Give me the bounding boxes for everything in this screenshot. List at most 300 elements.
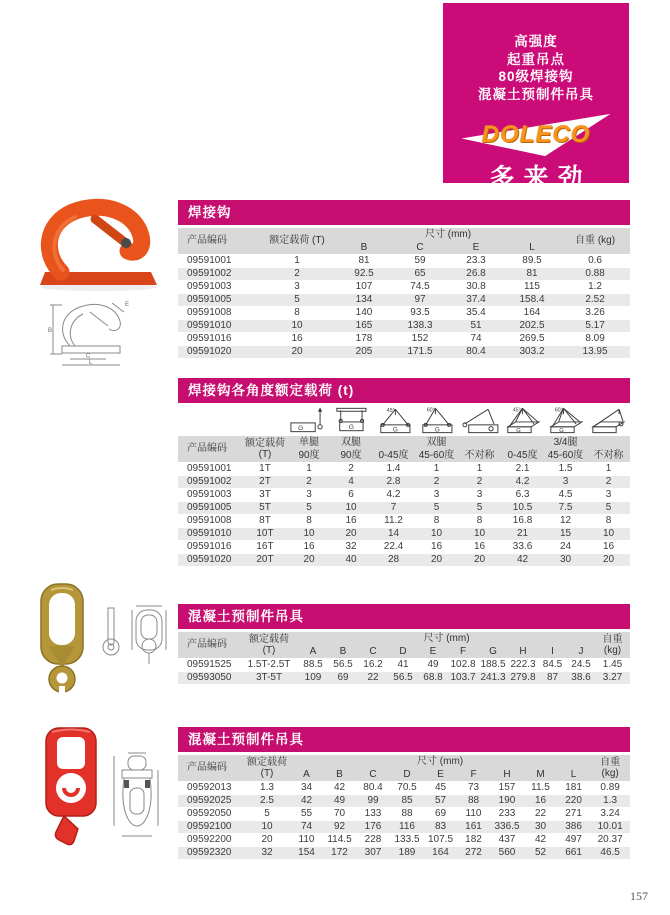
table-row	[178, 846, 630, 859]
load-label: G	[392, 426, 398, 434]
table-cell: 16	[330, 514, 372, 527]
table-cell: 99	[356, 794, 390, 807]
table-cell: 202.5	[504, 319, 560, 332]
table-cell: 13.95	[560, 345, 630, 358]
col-header-code: 产品编码	[178, 228, 258, 254]
table-cell: 24	[544, 540, 587, 553]
table-cell: 110	[290, 833, 323, 846]
table-cell: 164	[424, 846, 457, 859]
col-header-load	[242, 436, 288, 462]
table-cell: 6.3	[501, 488, 544, 501]
table-cell: 165	[336, 319, 392, 332]
table-cell: 2	[587, 475, 630, 488]
table-cell: 2	[258, 267, 336, 280]
table-cell: 8	[587, 514, 630, 527]
table-cell: 09591010	[178, 319, 258, 332]
table-cell: 1	[258, 254, 336, 267]
col-header-angle: 0-45度	[372, 449, 415, 462]
table-cell: 303.2	[504, 345, 560, 358]
col-header-dim: E	[424, 768, 457, 781]
table-cell: 2.52	[560, 293, 630, 306]
table-cell: 92.5	[336, 267, 392, 280]
table-row	[178, 501, 630, 514]
table-cell: 5	[288, 501, 330, 514]
table-cell: 133.5	[390, 833, 424, 846]
table-cell: 20T	[242, 553, 288, 566]
table-cell: 437	[490, 833, 524, 846]
table-cell: 11.2	[372, 514, 415, 527]
table-cell: 1	[587, 462, 630, 475]
table-cell: 133	[356, 807, 390, 820]
table-cell: 40	[330, 553, 372, 566]
table-cell: 32	[330, 540, 372, 553]
table-cell: 33.6	[501, 540, 544, 553]
table-cell: 8	[258, 306, 336, 319]
table-cell: 74.5	[392, 280, 448, 293]
col-header-angle: 45-60度	[544, 449, 587, 462]
table-cell: 115	[504, 280, 560, 293]
table-cell: 70.5	[390, 781, 424, 794]
section-title: 焊接钩各角度额定载荷 (t)	[178, 378, 630, 403]
table-cell: 38.6	[567, 671, 595, 684]
dim-label: L	[89, 360, 93, 366]
table-cell: 1.4	[372, 462, 415, 475]
section-welding-hook-angles	[178, 378, 630, 567]
table-cell: 158.4	[504, 293, 560, 306]
table-cell: 2.5	[244, 794, 290, 807]
logo-text: DOLECO	[481, 121, 591, 148]
angle-label: 60°	[554, 407, 563, 414]
table-cell: 69	[328, 671, 358, 684]
table-row	[178, 319, 630, 332]
col-group-dimensions: 尺寸 (mm)	[290, 755, 590, 768]
table-row	[178, 794, 630, 807]
table-cell: 20	[288, 553, 330, 566]
table-row	[178, 514, 630, 527]
table-cell: 269.5	[504, 332, 560, 345]
weight-line2: (kg)	[601, 768, 619, 779]
table-cell: 5T	[242, 501, 288, 514]
table-cell: 46.5	[590, 846, 630, 859]
table-cell: 30	[524, 820, 557, 833]
table-cell: 52	[524, 846, 557, 859]
table-cell: 10	[288, 527, 330, 540]
table-cell: 271	[557, 807, 590, 820]
col-header-code: 产品编码	[178, 436, 242, 462]
col-header-dim: J	[567, 645, 595, 658]
col-header-angle: 不对称	[458, 449, 501, 462]
table-cell: 20	[415, 553, 458, 566]
concrete-clutch-red-photo	[42, 726, 100, 848]
col-header-dim: B	[336, 241, 392, 254]
welding-hook-drawing	[48, 296, 136, 368]
table-cell: 42	[524, 833, 557, 846]
diagram-double-leg-45-icon	[374, 405, 417, 435]
table-cell: 09591005	[178, 293, 258, 306]
table-cell: 16.2	[358, 658, 388, 671]
table-cell: 5	[587, 501, 630, 514]
weight-line2: (kg)	[603, 645, 622, 656]
table-cell: 69	[424, 807, 457, 820]
col-header-code: 产品编码	[178, 632, 240, 658]
table-cell: 09591016	[178, 540, 242, 553]
table-cell: 30.8	[448, 280, 504, 293]
table-cell: 10	[587, 527, 630, 540]
table-cell: 42	[501, 553, 544, 566]
table-row	[178, 540, 630, 553]
table-cell: 2	[415, 475, 458, 488]
load-line1: 额定载荷	[247, 756, 287, 768]
angle-load-table	[178, 436, 630, 567]
load-label: G	[297, 425, 304, 433]
table-cell: 09591002	[178, 267, 258, 280]
diagram-quad-asymmetric-icon	[587, 405, 630, 435]
table-cell: 57	[424, 794, 457, 807]
col-header-angle: 不对称	[587, 449, 630, 462]
diagram-single-leg-90-icon	[288, 405, 331, 435]
table-cell: 10	[244, 820, 290, 833]
table-row	[178, 671, 630, 684]
table-cell: 176	[356, 820, 390, 833]
table-row	[178, 332, 630, 345]
table-cell: 386	[557, 820, 590, 833]
table-cell: 30	[544, 553, 587, 566]
table-cell: 116	[390, 820, 424, 833]
dim-label: E	[125, 302, 130, 308]
col-header-dim: A	[298, 645, 328, 658]
load-line2: (T)	[260, 768, 274, 779]
col-group-double-leg-90: 双腿	[330, 436, 372, 449]
table-cell: 3.26	[560, 306, 630, 319]
table-cell: 16	[587, 540, 630, 553]
table-row	[178, 553, 630, 566]
table-cell: 49	[418, 658, 448, 671]
page-number: 157	[630, 889, 648, 903]
table-row	[178, 345, 630, 358]
table-cell: 10	[415, 527, 458, 540]
table-cell: 09593050	[178, 671, 240, 684]
weight-line1: 自重	[602, 633, 623, 645]
table-cell: 182	[457, 833, 490, 846]
table-cell: 09591003	[178, 488, 242, 501]
table-cell: 8	[415, 514, 458, 527]
col-header-dim: G	[478, 645, 508, 658]
table-row	[178, 280, 630, 293]
table-row	[178, 462, 630, 475]
table-cell: 35.4	[448, 306, 504, 319]
table-cell: 89.5	[504, 254, 560, 267]
table-row	[178, 254, 630, 267]
table-cell: 16.8	[501, 514, 544, 527]
table-cell: 26.8	[448, 267, 504, 280]
col-header-angle: 90度	[330, 449, 372, 462]
table-cell: 20	[244, 833, 290, 846]
col-header-dim: H	[508, 645, 538, 658]
col-header-dim: E	[418, 645, 448, 658]
concrete-clutch-gold-drawing	[96, 602, 174, 674]
col-header-dim: D	[388, 645, 418, 658]
table-cell: 10	[258, 319, 336, 332]
table-cell: 22.4	[372, 540, 415, 553]
col-group-single-leg: 单腿	[288, 436, 330, 449]
table-cell: 5	[415, 501, 458, 514]
table-cell: 5	[258, 293, 336, 306]
col-header-dim: L	[504, 241, 560, 254]
table-cell: 70	[323, 807, 356, 820]
brand-slogan: 多来劲	[489, 164, 592, 192]
table-cell: 09591005	[178, 501, 242, 514]
col-header-load: 额定载荷 (T)	[258, 228, 336, 254]
table-cell: 45	[424, 781, 457, 794]
table-cell: 83	[424, 820, 457, 833]
table-cell: 28	[372, 553, 415, 566]
table-cell: 09591008	[178, 306, 258, 319]
table-cell: 41	[388, 658, 418, 671]
table-cell: 272	[457, 846, 490, 859]
table-cell: 2.8	[372, 475, 415, 488]
table-cell: 279.8	[508, 671, 538, 684]
table-cell: 188.5	[478, 658, 508, 671]
col-header-dim: B	[328, 645, 358, 658]
table-cell: 1.2	[560, 280, 630, 293]
table-cell: 59	[392, 254, 448, 267]
section-title: 混凝土预制件吊具	[178, 604, 630, 629]
table-cell: 157	[490, 781, 524, 794]
rigging-diagrams	[288, 403, 630, 435]
table-cell: 09591010	[178, 527, 242, 540]
table-row	[178, 267, 630, 280]
table-cell: 11.5	[524, 781, 557, 794]
col-header-dim: B	[323, 768, 356, 781]
table-cell: 4	[330, 475, 372, 488]
col-header-weight	[590, 755, 630, 781]
brand-line: 起重吊点	[507, 51, 565, 67]
section-title: 焊接钩	[178, 200, 630, 225]
table-cell: 65	[392, 267, 448, 280]
table-cell: 189	[390, 846, 424, 859]
table-cell: 16	[288, 540, 330, 553]
col-group-quad-leg: 3/4腿	[501, 436, 630, 449]
col-header-dim: F	[457, 768, 490, 781]
table-cell: 107	[336, 280, 392, 293]
col-header-dim: F	[448, 645, 478, 658]
table-row	[178, 293, 630, 306]
table-cell: 20	[458, 553, 501, 566]
table-cell: 09592200	[178, 833, 244, 846]
table-cell: 42	[290, 794, 323, 807]
table-cell: 109	[298, 671, 328, 684]
load-label: G	[435, 426, 441, 434]
col-header-dim: D	[390, 768, 424, 781]
table-cell: 09591003	[178, 280, 258, 293]
table-cell: 87	[538, 671, 567, 684]
table-cell: 14	[372, 527, 415, 540]
diagram-double-leg-90-icon	[331, 405, 374, 435]
table-cell: 154	[290, 846, 323, 859]
table-cell: 68.8	[418, 671, 448, 684]
table-cell: 4.2	[372, 488, 415, 501]
table-cell: 171.5	[392, 345, 448, 358]
table-cell: 8	[458, 514, 501, 527]
col-header-dim: E	[448, 241, 504, 254]
table-cell: 222.3	[508, 658, 538, 671]
table-cell: 560	[490, 846, 524, 859]
section-concrete-clutch-2	[178, 727, 630, 860]
table-cell: 88	[390, 807, 424, 820]
table-cell: 12	[544, 514, 587, 527]
table-cell: 3	[415, 488, 458, 501]
col-header-dim: C	[356, 768, 390, 781]
table-cell: 85	[390, 794, 424, 807]
table-cell: 220	[557, 794, 590, 807]
table-cell: 16T	[242, 540, 288, 553]
col-group-dimensions: 尺寸 (mm)	[298, 632, 595, 645]
table-cell: 84.5	[538, 658, 567, 671]
table-cell: 3	[458, 488, 501, 501]
table-cell: 172	[323, 846, 356, 859]
table-cell: 7.5	[544, 501, 587, 514]
table-row	[178, 833, 630, 846]
table-cell: 10	[458, 527, 501, 540]
table-cell: 37.4	[448, 293, 504, 306]
table-cell: 56.5	[328, 658, 358, 671]
doleco-logo	[460, 113, 612, 157]
table-cell: 497	[557, 833, 590, 846]
col-header-load	[244, 755, 290, 781]
table-cell: 09592025	[178, 794, 244, 807]
table-cell: 88.5	[298, 658, 328, 671]
table-cell: 20	[258, 345, 336, 358]
angle-label: 45°	[512, 407, 521, 414]
section-concrete-clutch-1	[178, 604, 630, 685]
table-row	[178, 658, 630, 671]
table-cell: 134	[336, 293, 392, 306]
diagram-quad-leg-60-icon	[545, 405, 588, 435]
section-welding-hook	[178, 200, 630, 359]
col-header-dim: L	[557, 768, 590, 781]
table-cell: 114.5	[323, 833, 356, 846]
table-cell: 2	[288, 475, 330, 488]
table-cell: 233	[490, 807, 524, 820]
table-cell: 81	[504, 267, 560, 280]
table-row	[178, 781, 630, 794]
table-row	[178, 488, 630, 501]
table-cell: 09592013	[178, 781, 244, 794]
table-cell: 09591020	[178, 345, 258, 358]
load-label: G	[516, 428, 521, 435]
table-cell: 661	[557, 846, 590, 859]
table-cell: 1	[458, 462, 501, 475]
welding-hook-photo	[33, 198, 165, 293]
table-cell: 80.4	[448, 345, 504, 358]
col-header-load	[240, 632, 298, 658]
concrete-clutch-table-2	[178, 755, 630, 860]
table-cell: 3	[587, 488, 630, 501]
diagram-asymmetric-icon	[459, 405, 502, 435]
table-cell: 164	[504, 306, 560, 319]
brand-line: 80级焊接钩	[498, 69, 574, 84]
section-title: 混凝土预制件吊具	[178, 727, 630, 752]
table-cell: 3.27	[595, 671, 630, 684]
col-group-dimensions: 尺寸 (mm)	[336, 228, 560, 241]
table-cell: 3.24	[590, 807, 630, 820]
col-header-dim: H	[490, 768, 524, 781]
table-cell: 1.45	[595, 658, 630, 671]
table-cell: 2T	[242, 475, 288, 488]
table-cell: 5.17	[560, 319, 630, 332]
table-cell: 0.6	[560, 254, 630, 267]
table-cell: 74	[290, 820, 323, 833]
load-label: G	[348, 424, 354, 432]
angle-label: 45°	[386, 408, 395, 415]
table-cell: 1.5T-2.5T	[240, 658, 298, 671]
table-cell: 3T	[242, 488, 288, 501]
table-cell: 4.2	[501, 475, 544, 488]
table-cell: 15	[544, 527, 587, 540]
load-line2: (T)	[258, 449, 272, 460]
table-cell: 09591008	[178, 514, 242, 527]
table-cell: 09591001	[178, 254, 258, 267]
col-header-code: 产品编码	[178, 755, 244, 781]
diagram-double-leg-60-icon	[416, 405, 459, 435]
table-cell: 336.5	[490, 820, 524, 833]
table-cell: 140	[336, 306, 392, 319]
table-cell: 56.5	[388, 671, 418, 684]
table-cell: 241.3	[478, 671, 508, 684]
concrete-clutch-gold-photo	[36, 582, 88, 700]
table-cell: 74	[448, 332, 504, 345]
table-cell: 228	[356, 833, 390, 846]
col-header-angle: 0-45度	[501, 449, 544, 462]
table-cell: 205	[336, 345, 392, 358]
brand-block	[443, 3, 629, 192]
table-cell: 16	[258, 332, 336, 345]
brand-line: 高强度	[514, 34, 558, 49]
table-cell: 2	[458, 475, 501, 488]
table-cell: 42	[323, 781, 356, 794]
table-cell: 110	[457, 807, 490, 820]
table-cell: 73	[457, 781, 490, 794]
table-cell: 09591002	[178, 475, 242, 488]
table-cell: 3	[544, 475, 587, 488]
table-cell: 97	[392, 293, 448, 306]
welding-hook-table	[178, 228, 630, 359]
table-cell: 09592320	[178, 846, 244, 859]
table-cell: 09591020	[178, 553, 242, 566]
table-cell: 93.5	[392, 306, 448, 319]
table-cell: 92	[323, 820, 356, 833]
table-row	[178, 807, 630, 820]
col-header-dim: I	[538, 645, 567, 658]
table-cell: 4.5	[544, 488, 587, 501]
angle-label: 60°	[426, 407, 435, 414]
table-cell: 80.4	[356, 781, 390, 794]
table-cell: 8.09	[560, 332, 630, 345]
col-group-double-leg: 双腿	[372, 436, 501, 449]
col-header-angle: 90度	[288, 449, 330, 462]
table-cell: 09592100	[178, 820, 244, 833]
diagram-quad-leg-45-icon	[502, 405, 545, 435]
table-cell: 6	[330, 488, 372, 501]
table-cell: 10T	[242, 527, 288, 540]
table-cell: 22	[524, 807, 557, 820]
brand-tagline	[443, 33, 629, 103]
col-header-dim: A	[290, 768, 323, 781]
col-header-weight	[595, 632, 630, 658]
table-cell: 34	[290, 781, 323, 794]
table-cell: 20	[587, 553, 630, 566]
table-cell: 181	[557, 781, 590, 794]
